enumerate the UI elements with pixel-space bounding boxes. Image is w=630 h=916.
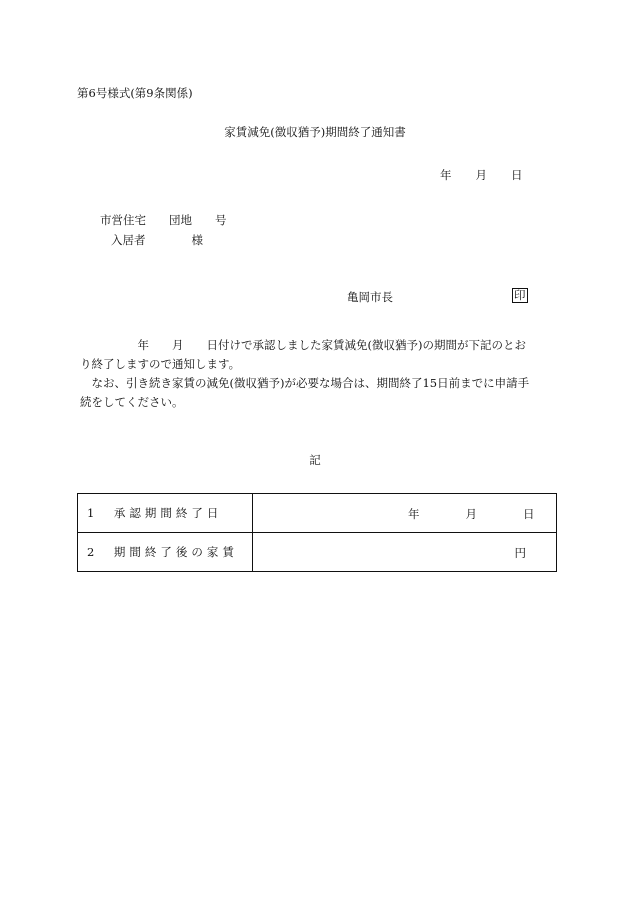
recipient-address: 市営住宅 団地 号 [100, 213, 227, 227]
end-date-value: 年 月 日 [408, 507, 535, 521]
row-value-cell [253, 533, 557, 572]
row-label: 2 期間終了後の家賃 [78, 533, 253, 572]
table-row [78, 533, 557, 572]
paragraph-1-line-2: り終了しますので通知します。 [80, 357, 241, 371]
form-number: 第6号様式(第9条関係) [77, 86, 193, 100]
notice-body [80, 336, 558, 412]
ki-heading: 記 [309, 453, 321, 467]
rent-value: 円 [514, 546, 526, 560]
row-value-cell [253, 494, 557, 533]
details-table [77, 493, 557, 572]
paragraph-2-line-2: 続をしてください。 [80, 395, 184, 409]
paragraph-1-line-1: 年 月 日付けで承認しました家賃減免(徴収猶予)の期間が下記のとお [80, 338, 526, 352]
sender-mayor: 亀岡市長 [347, 290, 393, 304]
table-row [78, 494, 557, 533]
day-label: 日 [511, 168, 523, 182]
month-label: 月 [475, 168, 487, 182]
year-label: 年 [440, 168, 452, 182]
row-label: 1 承認期間終了日 [78, 494, 253, 533]
issue-date [440, 167, 523, 183]
seal-mark: 印 [514, 288, 526, 302]
paragraph-2-line-1: なお、引き続き家賃の減免(徴収猶予)が必要な場合は、期間終了15日前までに申請手 [80, 376, 530, 390]
document-title: 家賃減免(徴収猶予)期間終了通知書 [224, 125, 406, 139]
recipient-resident: 入居者 様 [111, 233, 203, 247]
